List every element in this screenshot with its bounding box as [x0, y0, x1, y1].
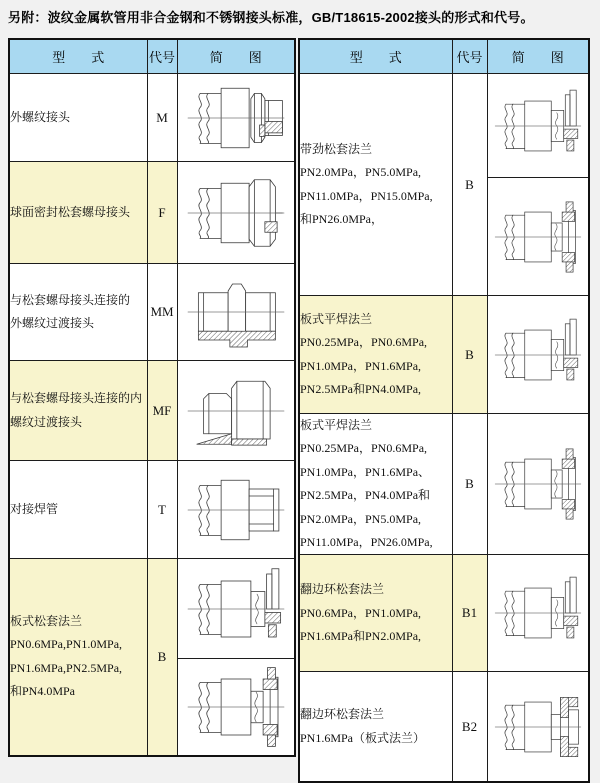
page-title: 另附：波纹金属软管用非合金钢和不锈钢接头标准，GB/T18615-2002接头的形式和代号。	[8, 10, 534, 25]
type-cell	[299, 74, 452, 296]
table-row	[299, 414, 589, 555]
table-row	[299, 672, 589, 782]
type-line: PN0.6MPa,PN1.0MPa,	[10, 637, 123, 652]
code-cell: B	[452, 296, 487, 414]
table-row	[9, 461, 295, 559]
code-cell: MM	[147, 264, 177, 361]
flange-up-diagram	[492, 315, 584, 395]
code-cell: MF	[147, 361, 177, 461]
table-row	[9, 264, 295, 361]
type-cell	[299, 296, 452, 414]
type-line: PN2.0MPa，PN5.0MPa,	[300, 165, 422, 180]
flange-up-diagram	[492, 86, 584, 166]
type-line: 对接焊管	[10, 501, 59, 516]
code-cell: F	[147, 162, 177, 264]
diagram-cell	[487, 178, 589, 296]
weld-pipe-diagram	[184, 468, 288, 552]
table-row	[9, 162, 295, 264]
type-line: 和PN4.0MPa	[10, 684, 76, 699]
type-line: PN11.0MPa，PN26.0MPa,	[300, 534, 433, 549]
type-line: PN1.6MPa（板式法兰）	[300, 730, 426, 745]
diagram-column-header: 简 图	[177, 39, 295, 74]
table-row	[9, 559, 295, 659]
flange-cross-diagram	[492, 197, 584, 277]
code-cell: B2	[452, 672, 487, 782]
type-line: 外螺纹接头	[10, 109, 71, 124]
diagram-cell	[177, 264, 295, 361]
type-cell	[299, 555, 452, 672]
type-cell	[299, 672, 452, 782]
type-line: 球面密封松套螺母接头	[10, 204, 131, 219]
diagram-cell	[177, 559, 295, 659]
diagram-cell	[487, 414, 589, 555]
type-line: 板式松套法兰	[10, 613, 83, 628]
type-cell	[9, 361, 147, 461]
fitting-table-left	[8, 38, 296, 757]
adapter-diagram	[184, 369, 288, 453]
header-row	[9, 39, 295, 74]
code-column-header: 代号	[452, 39, 487, 74]
diagram-cell	[177, 361, 295, 461]
diagram-cell	[177, 162, 295, 264]
type-line: PN0.25MPa，PN0.6MPa,	[300, 335, 428, 350]
flange-cross-diagram	[184, 665, 288, 749]
diagram-cell	[177, 461, 295, 559]
diagram-cell	[487, 74, 589, 178]
diagram-column-header: 简 图	[487, 39, 589, 74]
table-row	[9, 74, 295, 162]
type-line: 与松套螺母接头连接的内	[10, 391, 143, 406]
type-line: 带劲松套法兰	[300, 141, 373, 156]
type-line: PN1.0MPa，PN1.6MPa,	[300, 358, 422, 373]
type-cell	[9, 264, 147, 361]
type-cell	[299, 414, 452, 555]
type-line: 外螺纹过渡接头	[10, 316, 95, 330]
type-line: PN1.6MPa,PN2.5MPa,	[10, 660, 123, 675]
type-line: PN2.0MPa，PN5.0MPa,	[300, 511, 422, 526]
code-cell: B	[452, 414, 487, 555]
type-line: 板式平焊法兰	[300, 311, 373, 326]
type-column-header: 型 式	[299, 39, 452, 74]
type-line: PN2.5MPa和PN4.0MPa,	[300, 381, 422, 396]
type-line: PN0.25MPa，PN0.6MPa,	[300, 441, 428, 456]
type-line: 与松套螺母接头连接的	[10, 292, 131, 307]
fitting-table-right	[298, 38, 590, 783]
table-row	[299, 296, 589, 414]
nipple-diagram	[184, 270, 288, 354]
code-cell: T	[147, 461, 177, 559]
table-row	[299, 74, 589, 178]
table-row	[299, 555, 589, 672]
type-line: PN0.6MPa，PN1.0MPa,	[300, 605, 422, 620]
flange-up-diagram	[184, 567, 288, 651]
type-column-header: 型 式	[9, 39, 147, 74]
type-line: PN2.5MPa，PN4.0MPa和	[300, 488, 431, 503]
code-column-header: 代号	[147, 39, 177, 74]
diagram-cell	[177, 659, 295, 756]
fitting-tables	[8, 38, 590, 783]
union-nut-diagram	[184, 171, 288, 255]
type-line: 翻边环松套法兰	[300, 707, 385, 722]
code-cell: B1	[452, 555, 487, 672]
diagram-cell	[487, 672, 589, 782]
flange-cross-diagram	[492, 444, 584, 524]
type-line: PN1.6MPa和PN2.0MPa,	[300, 629, 422, 644]
type-cell	[9, 74, 147, 162]
diagram-cell	[177, 74, 295, 162]
code-cell: M	[147, 74, 177, 162]
type-cell	[9, 559, 147, 756]
type-line: PN11.0MPa，PN15.0MPa,	[300, 188, 433, 203]
table-row	[9, 361, 295, 461]
type-line: PN1.0MPa，PN1.6MPa、	[300, 464, 431, 479]
type-line: 和PN26.0MPa，	[300, 211, 384, 226]
flange-flare-plate-diagram	[492, 687, 584, 767]
diagram-cell	[487, 296, 589, 414]
type-cell	[9, 461, 147, 559]
type-cell	[9, 162, 147, 264]
diagram-cell	[487, 555, 589, 672]
thread-male-diagram	[184, 76, 288, 160]
header-row	[299, 39, 589, 74]
flange-up-diagram	[492, 573, 584, 653]
code-cell: B	[452, 74, 487, 296]
type-line: 板式平焊法兰	[300, 418, 373, 432]
code-cell: B	[147, 559, 177, 756]
type-line: 螺纹过渡接头	[10, 414, 83, 429]
type-line: 翻边环松套法兰	[300, 582, 385, 597]
